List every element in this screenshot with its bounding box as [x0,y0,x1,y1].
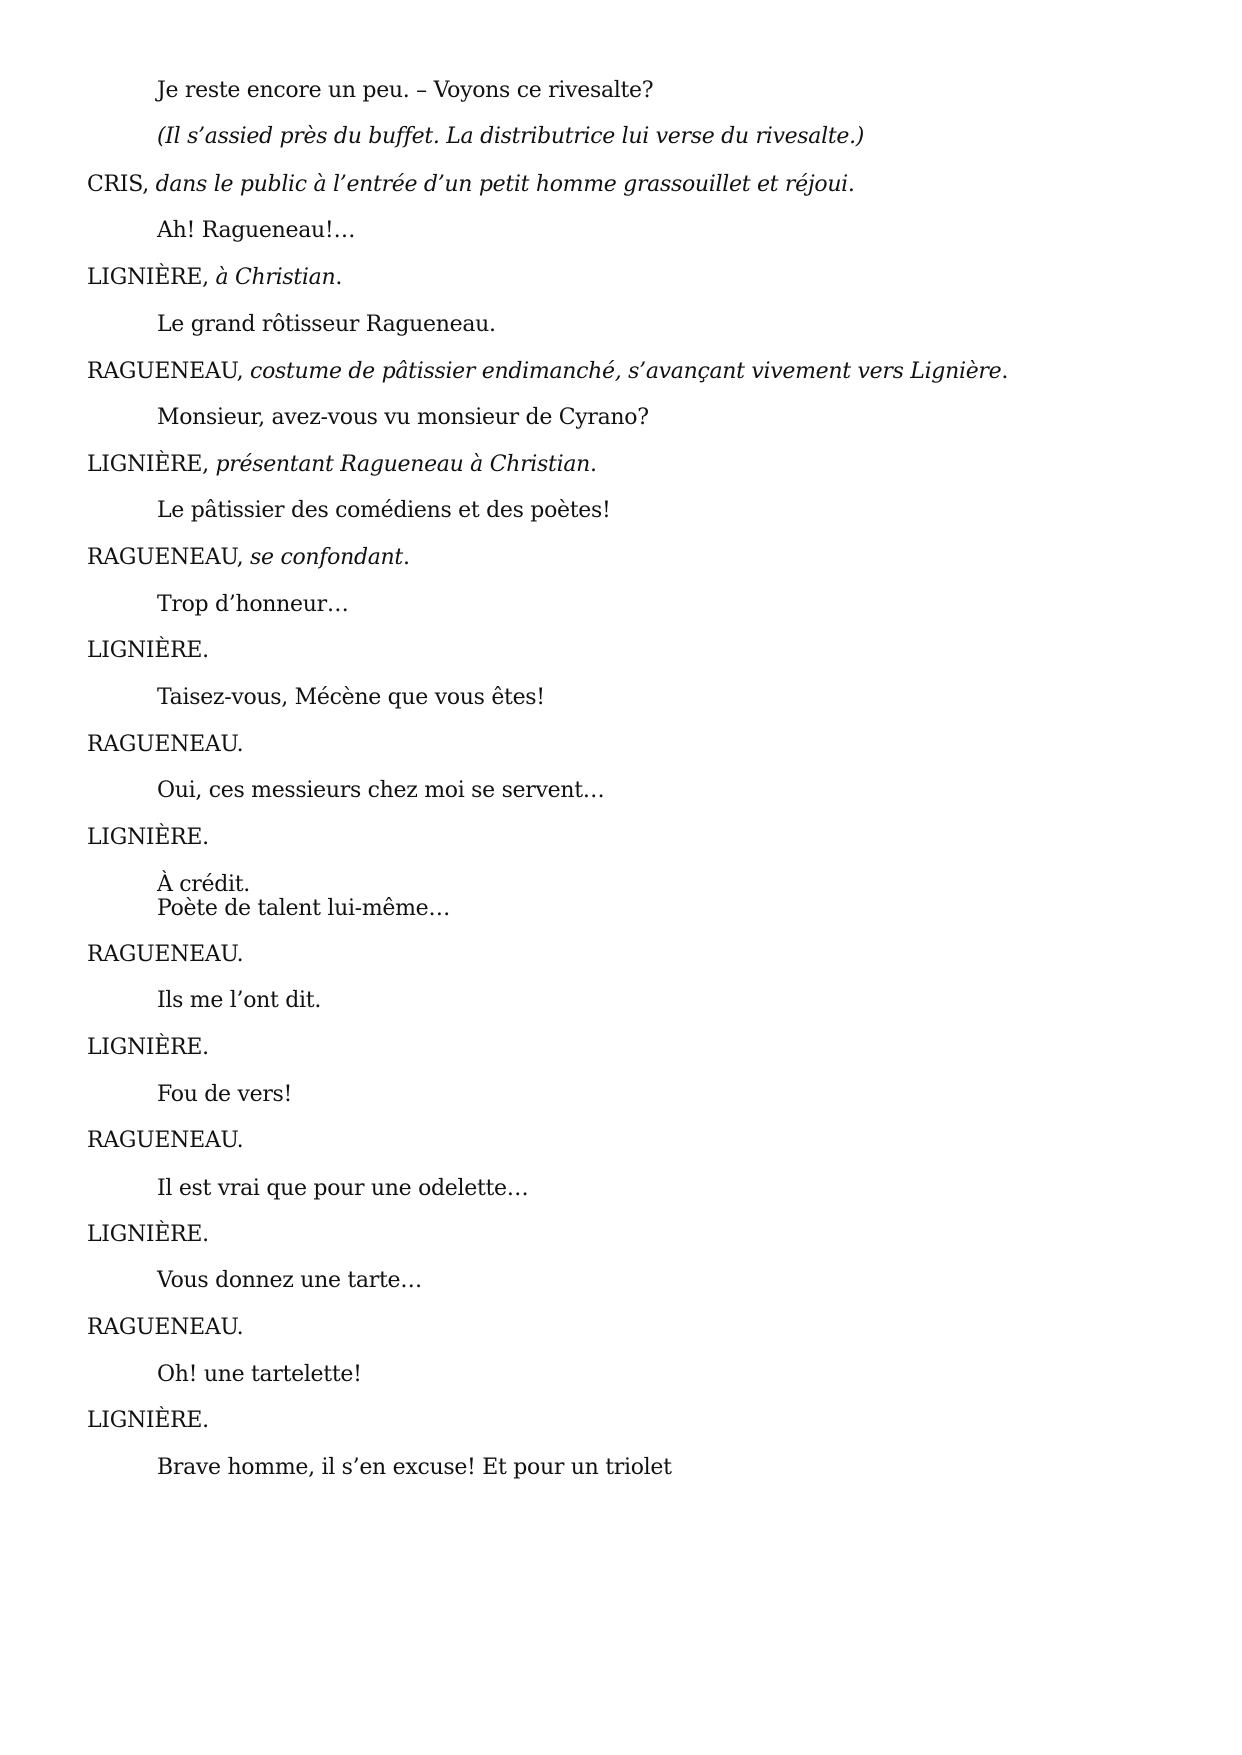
speaker-line: LIGNIÈRE, à Christian. [87,265,343,290]
stage-direction: à Christian [215,265,336,290]
speaker-name: RAGUENEAU. [87,1128,244,1153]
speech-line: Je reste encore un peu. – Voyons ce rivesalte? [157,78,654,103]
speech-line: Ils me l’ont dit. [157,988,322,1013]
speaker-name: RAGUENEAU. [87,1315,244,1340]
stage-direction: dans le public à l’entrée d’un petit homme grassouillet et réjoui [155,172,848,197]
speech-line: Oh! une tartelette! [157,1362,362,1387]
speech-line: Ah! Ragueneau!… [157,218,356,243]
speaker-name: RAGUENEAU. [87,732,244,757]
speaker-name: CRIS [87,172,143,197]
speech-line: Vous donnez une tarte… [157,1268,422,1293]
speech-line: Poète de talent lui-même… [157,896,451,921]
stage-direction: (Il s’assied près du buffet. La distributrice lui verse du rivesalte.) [157,124,865,149]
speaker-line: LIGNIÈRE, présentant Ragueneau à Christian. [87,452,597,477]
speaker-name: RAGUENEAU. [87,942,244,967]
speaker-line: RAGUENEAU, se confondant. [87,545,410,570]
speaker-name: LIGNIÈRE. [87,1035,209,1060]
stage-direction: présentant Ragueneau à Christian [215,452,590,477]
speech-line: Oui, ces messieurs chez moi se servent… [157,778,605,803]
stage-direction: se confondant [250,545,403,570]
speaker-name: LIGNIÈRE [87,452,203,477]
speaker-line: RAGUENEAU, costume de pâtissier endimanché, s’avançant vivement vers Lignière. [87,359,1009,384]
speech-line: Monsieur, avez-vous vu monsieur de Cyrano? [157,405,649,430]
speaker-name: LIGNIÈRE [87,265,203,290]
speech-line: À crédit. [157,872,250,897]
speaker-name: LIGNIÈRE. [87,825,209,850]
stage-direction: costume de pâtissier endimanché, s’avançant vivement vers Lignière [250,359,1002,384]
speaker-name: LIGNIÈRE. [87,1222,209,1247]
speaker-name: RAGUENEAU [87,359,237,384]
speech-line: Brave homme, il s’en excuse! Et pour un triolet [157,1455,672,1480]
speaker-line: CRIS, dans le public à l’entrée d’un petit homme grassouillet et réjoui. [87,172,855,197]
speech-line: Taisez-vous, Mécène que vous êtes! [157,685,545,710]
speaker-name: RAGUENEAU [87,545,237,570]
speaker-name: LIGNIÈRE. [87,638,209,663]
speech-line: Trop d’honneur… [157,592,349,617]
speech-line: Fou de vers! [157,1082,293,1107]
speaker-name: LIGNIÈRE. [87,1408,209,1433]
speech-line: Le pâtissier des comédiens et des poètes! [157,498,611,523]
speech-line: Le grand rôtisseur Ragueneau. [157,312,496,337]
speech-line: Il est vrai que pour une odelette… [157,1176,529,1201]
